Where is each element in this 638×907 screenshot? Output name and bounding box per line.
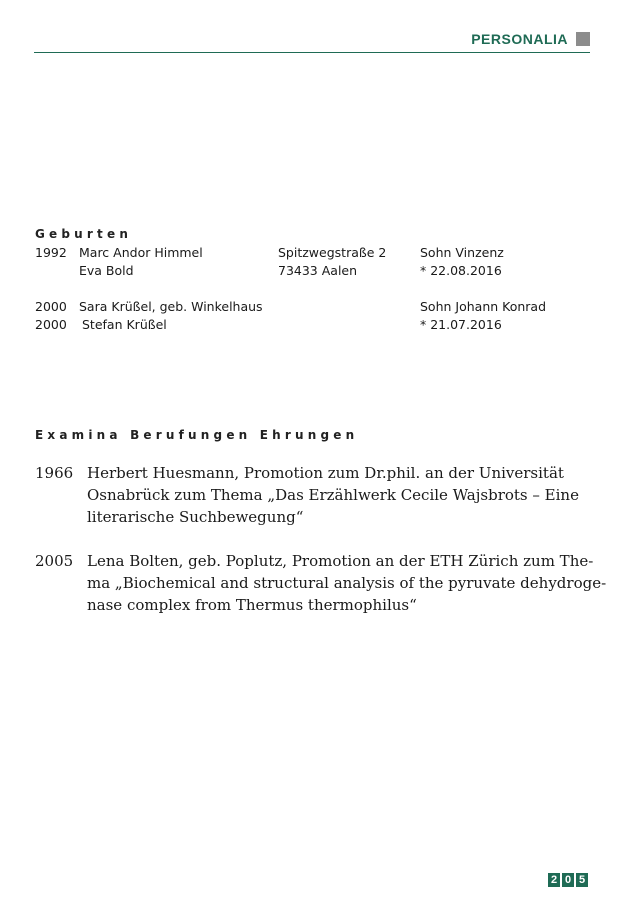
birth-address: 73433 Aalen — [278, 263, 358, 278]
exam-year: 2005 — [35, 552, 74, 570]
birth-row — [35, 299, 595, 317]
birth-row — [35, 317, 595, 335]
birth-child: Sohn Vinzenz — [420, 245, 504, 260]
exams-heading: Examina Berufungen Ehrungen — [35, 428, 359, 442]
birth-year: 2000 — [35, 299, 67, 314]
exam-text-line: Lena Bolten, geb. Poplutz, Promotion an der ETH Zürich zum The- — [87, 552, 594, 570]
birth-child: Sohn Johann Konrad — [420, 299, 547, 314]
page-number-digit: 0 — [562, 873, 574, 887]
exam-text-line: literarische Suchbewegung“ — [87, 508, 304, 526]
header-divider — [34, 52, 590, 53]
header-square-marker — [576, 32, 590, 46]
exam-text — [87, 462, 595, 528]
exam-text-line: Osnabrück zum Thema „Das Erzählwerk Cecile Wajsbrots – Eine — [87, 486, 579, 504]
exam-text-line: ma „Biochemical and structural analysis of the pyruvate dehydroge- — [87, 574, 607, 592]
exam-text — [87, 550, 607, 616]
exam-year: 1966 — [35, 464, 74, 482]
birth-parent-name: Eva Bold — [79, 263, 134, 278]
birth-row — [35, 263, 595, 281]
page-number — [548, 873, 588, 887]
birth-parent-name: Sara Krüßel, geb. Winkelhaus — [79, 299, 263, 314]
exam-text-line: nase complex from Thermus thermophilus“ — [87, 596, 417, 614]
birth-year: 2000 — [35, 317, 67, 332]
birth-row — [35, 245, 595, 263]
birth-year: 1992 — [35, 245, 67, 260]
birth-date: * 22.08.2016 — [420, 263, 502, 278]
birth-address: Spitzwegstraße 2 — [278, 245, 387, 260]
page-number-digit: 5 — [576, 873, 588, 887]
birth-parent-name: Marc Andor Himmel — [79, 245, 203, 260]
exam-text-line: Herbert Huesmann, Promotion zum Dr.phil. an der Universität — [87, 464, 564, 482]
page-number-digit: 2 — [548, 873, 560, 887]
section-title: PERSONALIA — [471, 31, 568, 47]
births-heading: Geburten — [35, 227, 133, 241]
birth-date: * 21.07.2016 — [420, 317, 502, 332]
birth-parent-name: Stefan Krüßel — [82, 317, 167, 332]
